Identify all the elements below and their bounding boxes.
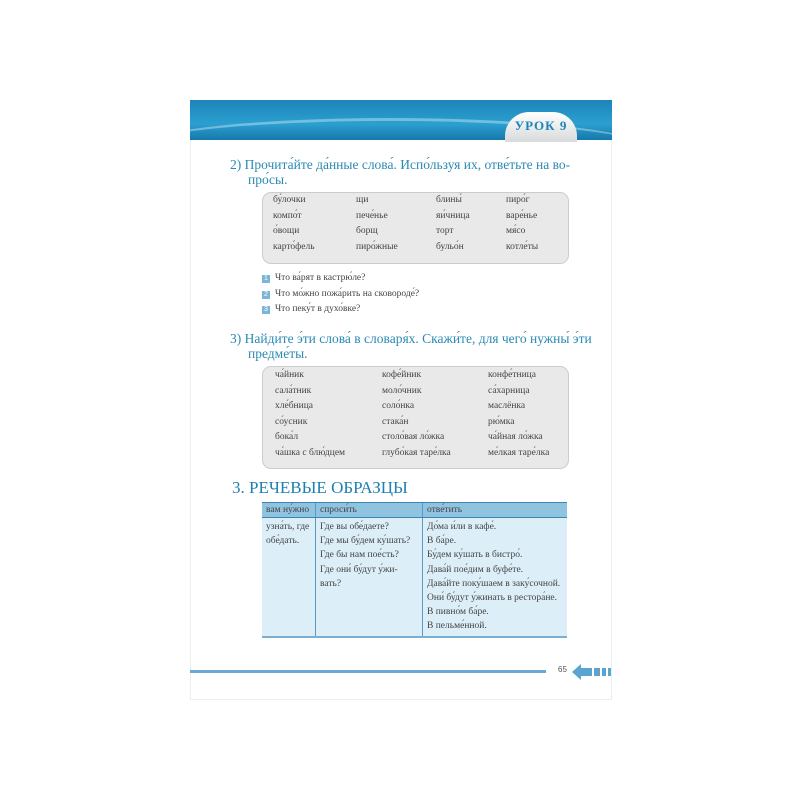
word: бульо́н (436, 241, 464, 252)
lesson-tab: УРОК 9 (505, 112, 577, 142)
question-number: 2 (262, 291, 270, 299)
col-header: вам ну́жно (262, 503, 316, 518)
question-number: 1 (262, 275, 270, 283)
word: пиро́жные (356, 241, 398, 252)
cell-line: В ба́ре. (427, 536, 457, 547)
word: торт (436, 226, 454, 236)
word: моло́чник (382, 385, 422, 396)
cell-line: Где они́ бу́дут у́жи- (320, 564, 398, 575)
word: яи́чница (436, 210, 470, 221)
cell-line: Дава́й пое́дим в буфе́те. (427, 564, 524, 575)
question (262, 273, 365, 283)
word: ча́шка с блю́дцем (275, 447, 346, 458)
word: бу́лочки (273, 195, 306, 205)
exercise-3-title-cont: предме́ты. (248, 346, 308, 361)
word: о́вощи (273, 226, 300, 236)
question-text: Что ва́рят в кастрю́ле? (275, 273, 366, 283)
word: стака́н (382, 416, 409, 427)
word: столо́вая ло́жка (382, 432, 445, 442)
question-number: 3 (262, 306, 270, 314)
word: карто́фель (273, 241, 315, 252)
question-text: Что пеку́т в духо́вке? (275, 304, 361, 314)
word: котле́ты (506, 241, 539, 252)
exercise-2-title: 2) Прочита́йте да́нные слова́. Испо́льзуя их, отве́тьте на во- (230, 157, 571, 172)
arrow-left-icon (572, 664, 612, 680)
word: конфе́тница (488, 370, 536, 380)
word: пиро́г (506, 195, 530, 205)
cell-answer (423, 518, 568, 637)
word: пече́нье (356, 210, 388, 221)
word: маслёнка (488, 401, 526, 411)
word: бока́л (275, 432, 299, 442)
cell-line: вать? (320, 578, 342, 589)
word: блины́ (436, 195, 462, 205)
word: глубо́кая таре́лка (382, 447, 451, 458)
word: щи (356, 195, 369, 205)
word: ме́лкая таре́лка (488, 447, 550, 458)
cell-line: Где бы нам пое́сть? (320, 550, 399, 561)
cell-line: обе́дать. (266, 536, 300, 547)
word: кофе́йник (382, 370, 422, 380)
cell-line: Где мы бу́дем ку́шать? (320, 536, 411, 547)
col-header: спроси́ть (316, 503, 423, 518)
word: рю́мка (488, 416, 515, 427)
question (262, 289, 419, 299)
word: компо́т (273, 210, 302, 221)
exercise-2-title-cont: про́сы. (248, 172, 288, 187)
section-3-heading: 3. РЕЧЕВЫЕ ОБРАЗЦЫ (232, 478, 408, 497)
question-text: Что мо́жно пожа́рить на сковороде́? (275, 288, 420, 299)
word: соло́нка (382, 401, 415, 411)
cell-need (262, 518, 316, 637)
cell-line: Они́ бу́дут у́жинать в рестора́не. (427, 593, 558, 604)
cell-line: Дава́йте поку́шаем в заку́сочной. (427, 578, 561, 589)
cell-line: узна́ть, где (266, 522, 310, 532)
word: варе́нье (506, 210, 538, 221)
question (262, 304, 360, 314)
cell-ask (316, 518, 423, 637)
footer-line (190, 670, 546, 673)
cell-line: Где вы обе́даете? (320, 522, 389, 532)
word: мя́со (506, 226, 526, 236)
cell-line: В пельме́нной. (427, 621, 487, 632)
word: сала́тник (275, 385, 312, 396)
page-number: 65 (558, 665, 567, 674)
word: хле́бница (275, 401, 314, 411)
word: со́усник (275, 416, 308, 427)
word: ча́йник (275, 370, 304, 380)
exercise-3-title: 3) Найди́те э́ти слова́ в словаря́х. Скажи́те, для чего́ нужны́ э́ти (230, 331, 592, 346)
word: ча́йная ло́жка (488, 432, 543, 442)
word: борщ (356, 226, 378, 236)
cell-line: До́ма и́ли в кафе́. (427, 522, 497, 532)
col-header: отве́тить (423, 503, 568, 518)
speech-patterns-table (262, 502, 567, 638)
cell-line: Бу́дем ку́шать в бистро́. (427, 550, 523, 561)
word: са́харница (488, 385, 530, 396)
cell-line: В пивно́м ба́ре. (427, 607, 489, 618)
